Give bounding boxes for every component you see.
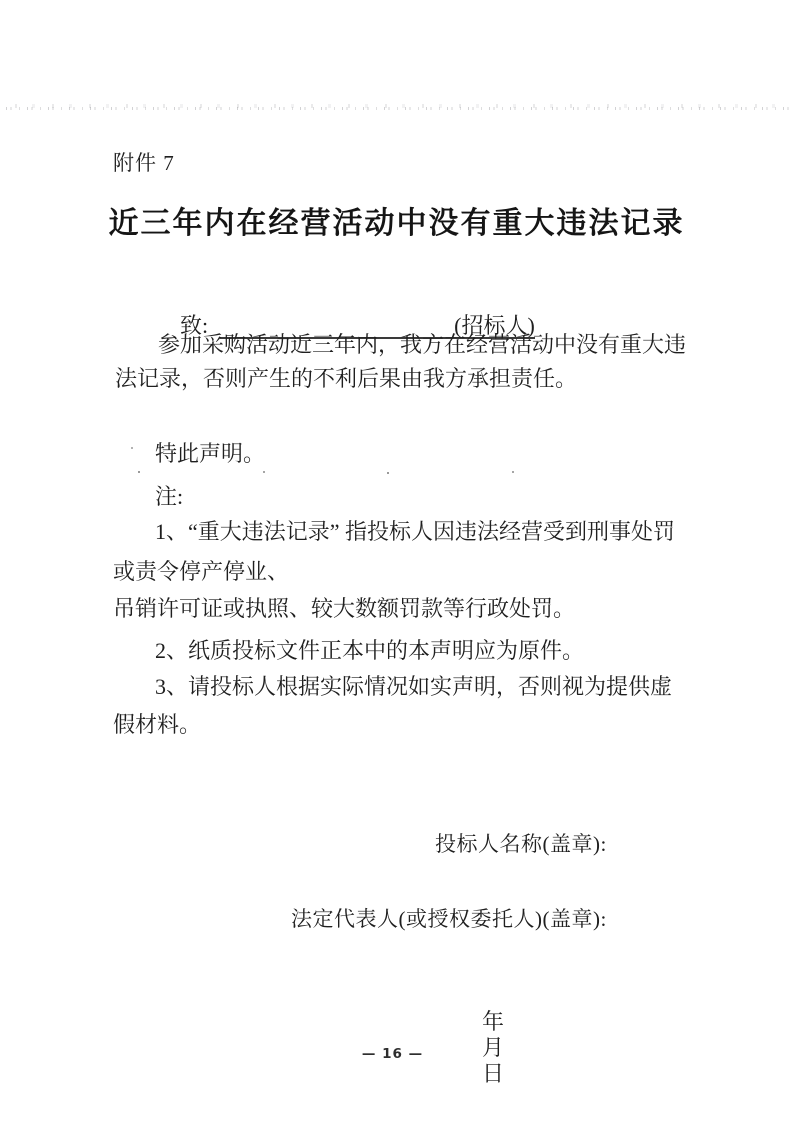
document-title: 近三年内在经营活动中没有重大违法记录 xyxy=(108,207,685,240)
body-paragraph-line-2: 法记录，否则产生的不利后果由我方承担责任。 xyxy=(115,366,578,391)
date-day-label: 日 xyxy=(482,1061,505,1086)
date-year-label: 年 xyxy=(482,1009,505,1034)
note-2-line: 2、纸质投标文件正本中的本声明应为原件。 xyxy=(155,638,585,663)
note-3-line-2: 假材料。 xyxy=(113,712,202,737)
note-3-line-1: 3、请投标人根据实际情况如实声明，否则视为提供虚 xyxy=(155,674,673,699)
addressee-suffix: (招标人) xyxy=(454,313,535,338)
scan-speckles xyxy=(138,471,140,473)
bidder-name-seal-label: 投标人名称(盖章): xyxy=(435,832,607,856)
note-1-line-3: 吊销许可证或执照、较大数额罚款等行政处罚。 xyxy=(113,596,576,621)
page-number: — 16 — xyxy=(361,1046,424,1062)
date-month-label: 月 xyxy=(482,1035,505,1060)
note-1-line-2: 或责令停产停业、 xyxy=(113,559,290,584)
declaration-line: 特此声明。 xyxy=(155,441,266,466)
notes-label: 注: xyxy=(155,484,184,509)
addressee-prefix: 致: xyxy=(180,313,209,338)
attachment-label: 附件 7 xyxy=(113,151,175,175)
legal-representative-seal-label: 法定代表人(或授权委托人)(盖章): xyxy=(291,907,607,931)
body-paragraph-line-1: 参加采购活动近三年内，我方在经营活动中没有重大违 xyxy=(158,332,687,357)
note-1-line-1: 1、“重大违法记录” 指投标人因违法经营受到刑事处罚 xyxy=(155,519,676,544)
scan-noise-band xyxy=(6,103,789,113)
